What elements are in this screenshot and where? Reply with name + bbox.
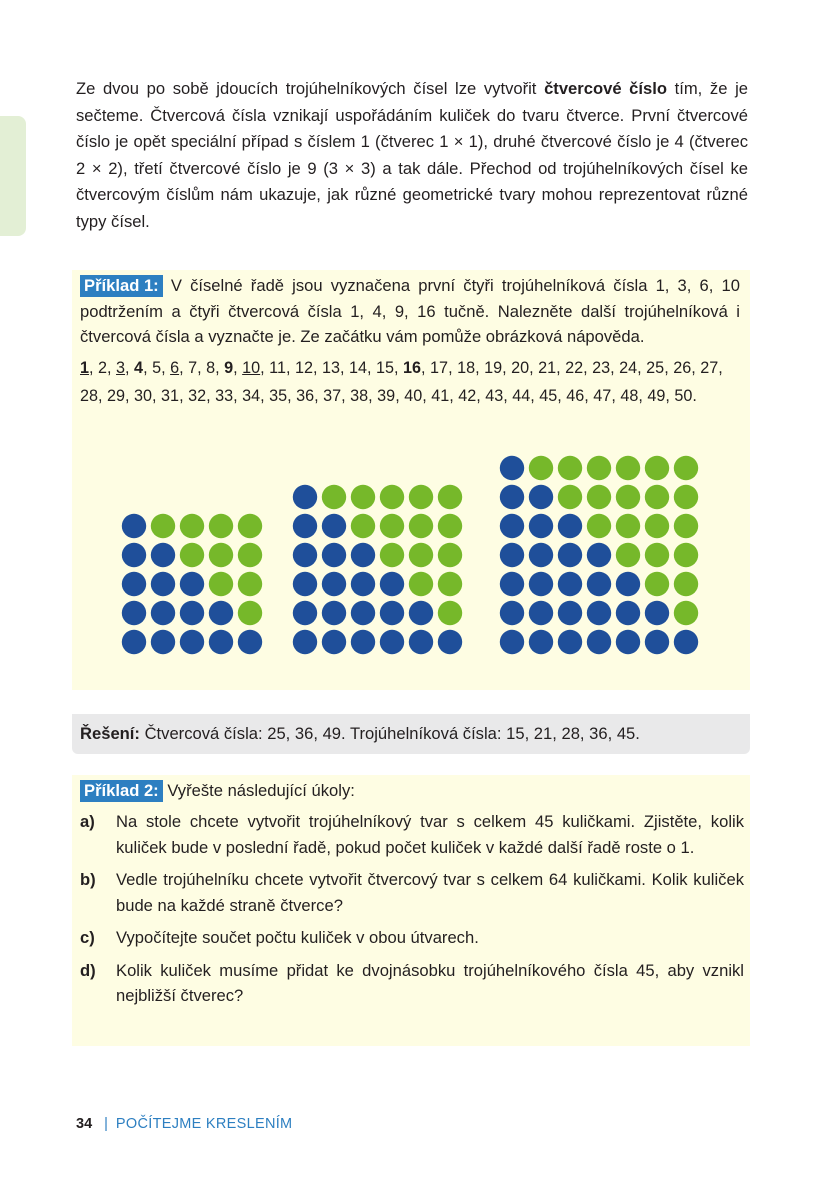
green-dot — [645, 572, 669, 596]
blue-dot — [238, 630, 262, 654]
sequence-number: 29 — [107, 387, 126, 405]
sequence-number: 36 — [296, 387, 315, 405]
sequence-separator: , — [125, 359, 135, 377]
dot-figures — [72, 270, 750, 690]
task-letter: b) — [80, 870, 96, 889]
solution-answer: Čtvercová čísla: 25, 36, 49. Trojúhelníková čísla: 15, 21, 28, 36, 45. — [139, 724, 640, 743]
sequence-number: 22 — [565, 359, 584, 377]
sequence-separator: , — [395, 387, 405, 405]
green-dot — [438, 514, 462, 538]
sequence-number: 8 — [206, 359, 216, 377]
sequence-number: 26 — [673, 359, 692, 377]
sequence-number: 38 — [350, 387, 369, 405]
green-dot — [238, 601, 262, 625]
task-text: Vedle trojúhelníku chcete vytvořit čtvercový tvar s celkem 64 kuličkami. Kolik kuliček bude na každé straně čtverce? — [116, 870, 744, 915]
blue-dot — [558, 543, 582, 567]
sequence-number: 11 — [269, 359, 286, 377]
blue-dot — [180, 630, 204, 654]
sequence-separator: , — [206, 387, 216, 405]
sequence-separator: , — [556, 359, 566, 377]
sequence-number: 17 — [430, 359, 449, 377]
sequence-separator: , — [197, 359, 207, 377]
green-dot — [209, 543, 233, 567]
sequence-number: 39 — [377, 387, 396, 405]
blue-dot — [122, 514, 146, 538]
blue-dot — [293, 630, 317, 654]
task-letter: d) — [80, 960, 96, 980]
sequence-number: 46 — [566, 387, 585, 405]
sequence-separator: , — [312, 359, 322, 377]
sequence-separator: , — [584, 387, 594, 405]
green-dot — [616, 456, 640, 480]
blue-dot — [351, 630, 375, 654]
sequence-separator: , — [691, 359, 701, 377]
task-letter: c) — [80, 928, 95, 947]
blue-dot — [122, 543, 146, 567]
sequence-number: 20 — [511, 359, 530, 377]
blue-dot — [151, 601, 175, 625]
blue-dot — [293, 514, 317, 538]
blue-dot — [500, 514, 524, 538]
blue-dot — [587, 601, 611, 625]
page-number: 34 — [76, 1116, 93, 1132]
green-dot — [674, 514, 698, 538]
sequence-number: 23 — [592, 359, 611, 377]
sequence-separator: , — [448, 359, 458, 377]
sequence-number: 19 — [484, 359, 503, 377]
blue-dot — [500, 543, 524, 567]
sequence-number: 49 — [647, 387, 666, 405]
blue-dot — [209, 601, 233, 625]
blue-dot — [529, 630, 553, 654]
sequence-separator: , — [638, 387, 648, 405]
blue-dot — [322, 601, 346, 625]
green-dot — [380, 514, 404, 538]
green-dot — [209, 514, 233, 538]
sequence-number: 21 — [538, 359, 557, 377]
sequence-separator: , — [529, 359, 539, 377]
sequence-separator: , — [421, 359, 431, 377]
green-dot — [674, 572, 698, 596]
sequence-number: 18 — [457, 359, 476, 377]
example-2-description: Vyřešte následující úkoly: — [162, 781, 355, 800]
green-dot — [645, 514, 669, 538]
sequence-number: 5 — [152, 359, 162, 377]
sequence-separator: , — [530, 387, 540, 405]
blue-dot — [500, 601, 524, 625]
sequence-number: 48 — [620, 387, 639, 405]
blue-dot — [529, 601, 553, 625]
sequence-separator: , — [718, 359, 723, 377]
green-dot — [351, 514, 375, 538]
green-dot — [351, 485, 375, 509]
blue-dot — [645, 601, 669, 625]
blue-dot — [322, 514, 346, 538]
blue-dot — [558, 601, 582, 625]
blue-dot — [529, 514, 553, 538]
blue-dot — [616, 630, 640, 654]
sequence-separator: , — [215, 359, 225, 377]
sequence-separator: , — [610, 359, 620, 377]
green-dot — [438, 543, 462, 567]
blue-dot — [529, 485, 553, 509]
sequence-separator: , — [475, 359, 485, 377]
sequence-number: 25 — [646, 359, 665, 377]
blue-dot — [380, 601, 404, 625]
green-dot — [209, 572, 233, 596]
sequence-separator: , — [340, 359, 349, 377]
blue-dot — [209, 630, 233, 654]
blue-dot — [616, 601, 640, 625]
blue-dot — [351, 572, 375, 596]
sequence-separator: , — [179, 387, 189, 405]
sequence-separator: , — [107, 359, 117, 377]
blue-dot — [351, 601, 375, 625]
example-1-label: Příklad 1: — [80, 275, 163, 297]
dot-square-7 — [500, 456, 698, 654]
task-item — [80, 925, 744, 951]
intro-paragraph — [76, 76, 748, 235]
sequence-number: 4 — [134, 359, 144, 377]
green-dot — [645, 485, 669, 509]
green-dot — [616, 543, 640, 567]
green-dot — [180, 543, 204, 567]
blue-dot — [438, 630, 462, 654]
blue-dot — [322, 572, 346, 596]
blue-dot — [322, 630, 346, 654]
blue-dot — [529, 572, 553, 596]
intro-text-2: tím, že je sečteme. Čtvercová čísla vznikají uspořádáním kuliček do tvaru čtverce. První čtvercové číslo je opět speciální případ s číslem 1 (čtverec 1 × 1), druhé čtvercové číslo je 4 (čtverec 2 × 2), třetí čtvercové číslo je 9 (3 × 3) a tak dále. Přechod od trojúhelníkových čísel ke čtvercovým číslům nám ukazuje, jak různé geometrické tvary mohou reprezentovat různé typy čísel. — [76, 79, 748, 231]
footer-separator: | — [104, 1116, 108, 1132]
green-dot — [674, 601, 698, 625]
green-dot — [380, 543, 404, 567]
sequence-number: 27 — [700, 359, 719, 377]
sequence-number: 14 — [349, 359, 368, 377]
blue-dot — [645, 630, 669, 654]
sequence-number: 2 — [98, 359, 108, 377]
blue-dot — [151, 630, 175, 654]
solution-text — [80, 722, 640, 746]
sequence-number: 3 — [116, 359, 126, 377]
task-text: Vypočítejte součet počtu kuliček v obou útvarech. — [116, 928, 479, 947]
green-dot — [438, 572, 462, 596]
sequence-number: 13 — [321, 359, 340, 377]
blue-dot — [500, 630, 524, 654]
sequence-separator: , — [125, 387, 135, 405]
green-dot — [558, 485, 582, 509]
blue-dot — [180, 572, 204, 596]
blue-dot — [616, 572, 640, 596]
green-dot — [151, 514, 175, 538]
solution-box — [72, 714, 750, 754]
blue-dot — [409, 601, 433, 625]
dot-square-6 — [293, 485, 462, 654]
sequence-separator: , — [367, 359, 377, 377]
sequence-number: 45 — [539, 387, 558, 405]
blue-dot — [500, 485, 524, 509]
sequence-number: 7 — [188, 359, 198, 377]
green-dot — [238, 514, 262, 538]
blue-dot — [151, 543, 175, 567]
green-dot — [645, 456, 669, 480]
task-item — [80, 867, 744, 918]
sequence-separator: , — [98, 387, 108, 405]
blue-dot — [180, 601, 204, 625]
sequence-number: 43 — [485, 387, 504, 405]
task-list — [80, 809, 744, 1016]
blue-dot — [500, 456, 524, 480]
example-2-box — [72, 775, 750, 1046]
sequence-number: 31 — [161, 387, 180, 405]
task-letter: a) — [80, 812, 95, 831]
green-dot — [645, 543, 669, 567]
sequence-separator: , — [143, 359, 153, 377]
green-dot — [616, 514, 640, 538]
blue-dot — [122, 572, 146, 596]
sequence-separator: , — [285, 359, 295, 377]
sequence-number: 28 — [80, 387, 99, 405]
sequence-separator: . — [692, 387, 697, 405]
green-dot — [587, 456, 611, 480]
blue-dot — [322, 543, 346, 567]
blue-dot — [293, 601, 317, 625]
sequence-separator: , — [637, 359, 647, 377]
blue-dot — [293, 543, 317, 567]
blue-dot — [380, 630, 404, 654]
sequence-separator: , — [89, 359, 99, 377]
sequence-separator: , — [422, 387, 432, 405]
sequence-number: 10 — [242, 359, 261, 377]
sequence-separator: , — [557, 387, 567, 405]
example-1-box — [72, 270, 750, 690]
blue-dot — [529, 543, 553, 567]
blue-dot — [151, 572, 175, 596]
blue-dot — [409, 630, 433, 654]
sequence-number: 30 — [134, 387, 153, 405]
sequence-number: 9 — [224, 359, 234, 377]
sequence-number: 37 — [323, 387, 342, 405]
green-dot — [438, 601, 462, 625]
blue-dot — [558, 514, 582, 538]
sequence-separator: , — [611, 387, 621, 405]
green-dot — [674, 543, 698, 567]
green-dot — [409, 572, 433, 596]
sequence-separator: , — [664, 359, 674, 377]
sequence-number: 42 — [458, 387, 477, 405]
task-item — [80, 958, 744, 1009]
green-dot — [409, 514, 433, 538]
sequence-separator: , — [287, 387, 297, 405]
sequence-separator: , — [502, 359, 512, 377]
blue-dot — [587, 543, 611, 567]
sequence-number: 12 — [294, 359, 313, 377]
side-tab — [0, 116, 26, 236]
green-dot — [674, 485, 698, 509]
green-dot — [438, 485, 462, 509]
sequence-number: 35 — [269, 387, 288, 405]
blue-dot — [380, 572, 404, 596]
sequence-separator: , — [394, 359, 404, 377]
sequence-separator: , — [665, 387, 675, 405]
blue-dot — [293, 572, 317, 596]
sequence-number: 33 — [215, 387, 234, 405]
green-dot — [380, 485, 404, 509]
blue-dot — [500, 572, 524, 596]
sequence-separator: , — [152, 387, 162, 405]
blue-dot — [587, 572, 611, 596]
blue-dot — [122, 601, 146, 625]
task-text: Kolik kuliček musíme přidat ke dvojnásobku trojúhelníkového čísla 45, aby vznikl nejbližší čtverec? — [116, 960, 744, 1005]
sequence-separator: , — [179, 359, 189, 377]
green-dot — [587, 514, 611, 538]
green-dot — [616, 485, 640, 509]
green-dot — [180, 514, 204, 538]
sequence-number: 16 — [403, 359, 422, 377]
sequence-separator: , — [314, 387, 324, 405]
intro-bold-term: čtvercové číslo — [544, 79, 667, 98]
task-text: Na stole chcete vytvořit trojúhelníkový tvar s celkem 45 kuličkami. Zjistěte, kolik kuliček bude v poslední řadě, pokud počet kuliček v každé další řadě roste o 1. — [116, 812, 744, 857]
green-dot — [238, 543, 262, 567]
sequence-separator: , — [503, 387, 513, 405]
sequence-number: 40 — [404, 387, 423, 405]
green-dot — [558, 456, 582, 480]
blue-dot — [674, 630, 698, 654]
solution-label: Řešení: — [80, 724, 140, 743]
sequence-number: 47 — [593, 387, 612, 405]
sequence-number: 1 — [80, 359, 90, 377]
blue-dot — [293, 485, 317, 509]
blue-dot — [558, 630, 582, 654]
chapter-title: POČÍTEJME KRESLENÍM — [115, 1116, 293, 1132]
task-item — [80, 809, 744, 860]
dot-square-5 — [122, 514, 262, 654]
sequence-separator: , — [161, 359, 171, 377]
blue-dot — [122, 630, 146, 654]
page-footer — [76, 1114, 292, 1134]
blue-dot — [587, 630, 611, 654]
sequence-separator: , — [449, 387, 459, 405]
sequence-number: 32 — [188, 387, 207, 405]
example-2-label: Příklad 2: — [80, 780, 163, 802]
green-dot — [322, 485, 346, 509]
blue-dot — [351, 543, 375, 567]
intro-text-1: Ze dvou po sobě jdoucích trojúhelníkových čísel lze vytvořit — [76, 79, 545, 98]
green-dot — [674, 456, 698, 480]
sequence-number: 41 — [431, 387, 450, 405]
green-dot — [409, 543, 433, 567]
sequence-separator: , — [341, 387, 351, 405]
sequence-separator: , — [260, 387, 270, 405]
example-2-text — [80, 778, 740, 804]
green-dot — [587, 485, 611, 509]
sequence-separator: , — [233, 359, 243, 377]
green-dot — [238, 572, 262, 596]
sequence-number: 50 — [674, 387, 693, 405]
sequence-separator: , — [476, 387, 486, 405]
green-dot — [529, 456, 553, 480]
sequence-separator: , — [583, 359, 593, 377]
sequence-number: 34 — [242, 387, 261, 405]
sequence-number: 15 — [376, 359, 395, 377]
blue-dot — [558, 572, 582, 596]
green-dot — [409, 485, 433, 509]
sequence-separator: , — [260, 359, 270, 377]
example-1-description: V číselné řadě jsou vyznačena první čtyři trojúhelníková čísla 1, 3, 6, 10 podtržením a čtyři čtvercová čísla 1, 4, 9, 16 tučně. Nalezněte další trojúhelníková i čtvercová čísla a vyznačte je. Ze začátku vám pomůže obrázková nápověda. — [80, 276, 740, 346]
sequence-number: 44 — [512, 387, 531, 405]
sequence-separator: , — [233, 387, 243, 405]
sequence-number: 6 — [170, 359, 180, 377]
sequence-number: 24 — [619, 359, 638, 377]
sequence-separator: , — [368, 387, 378, 405]
